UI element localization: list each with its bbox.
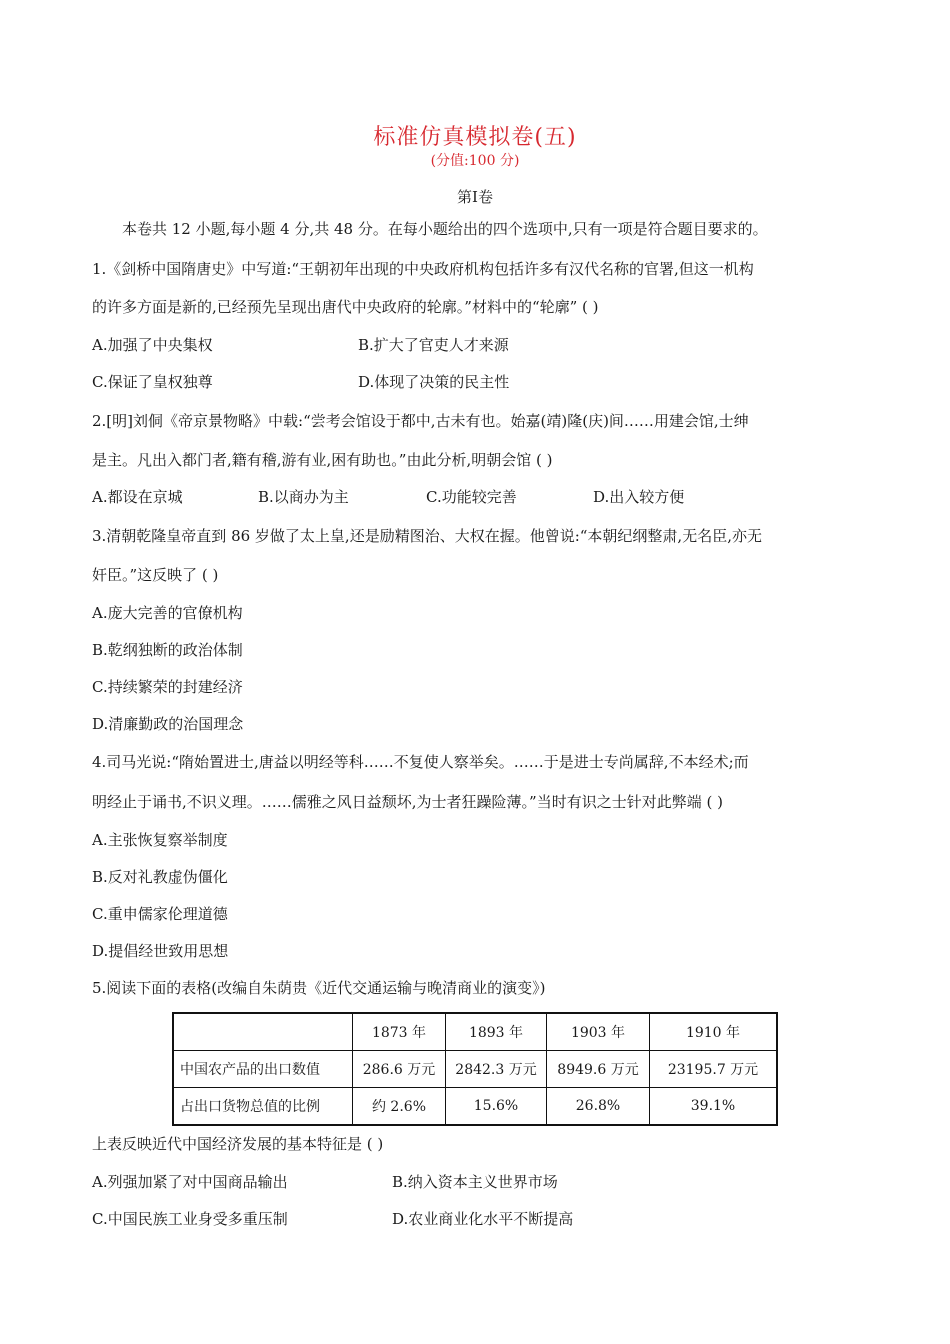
table-header-cell — [173, 1013, 353, 1051]
page-title: 标准仿真模拟卷(五) — [373, 125, 577, 150]
question-4-line-2: 明经止于诵书,不识义理。……儒雅之风日益颓坏,为士者狂躁险薄。”当时有识之士针对此弊端 ( ) — [92, 793, 723, 811]
table-cell: 23195.7 万元 — [650, 1051, 778, 1088]
question-2-option-a: A.都设在京城 — [92, 488, 183, 506]
table-cell: 2842.3 万元 — [446, 1051, 547, 1088]
question-5-option-c: C.中国民族工业身受多重压制 — [92, 1210, 288, 1228]
question-5-option-a: A.列强加紧了对中国商品输出 — [92, 1173, 288, 1191]
question-1-line-2: 的许多方面是新的,已经预先呈现出唐代中央政府的轮廓。”材料中的“轮廓” ( ) — [92, 298, 599, 316]
question-1-option-a: A.加强了中央集权 — [92, 336, 213, 354]
question-3-option-c: C.持续繁荣的封建经济 — [92, 678, 243, 696]
question-2-option-c: C.功能较完善 — [426, 488, 517, 506]
table-row-label: 占出口货物总值的比例 — [173, 1088, 353, 1126]
question-3-option-d: D.清廉勤政的治国理念 — [92, 715, 244, 733]
question-2-option-d: D.出入较方便 — [593, 488, 685, 506]
question-2-option-b: B.以商办为主 — [258, 488, 349, 506]
table-header-cell: 1910 年 — [650, 1013, 778, 1051]
table-row-label: 中国农产品的出口数值 — [173, 1051, 353, 1088]
table-row — [173, 1051, 777, 1088]
question-5-option-d: D.农业商业化水平不断提高 — [392, 1210, 574, 1228]
table-header-row — [173, 1013, 777, 1051]
table-header-cell: 1873 年 — [353, 1013, 446, 1051]
question-3-option-b: B.乾纲独断的政治体制 — [92, 641, 243, 659]
question-4-line-1: 4.司马光说:“隋始置进士,唐益以明经等科……不复使人察举矣。……于是进士专尚属辞,不本经术;而 — [92, 753, 749, 771]
question-3-option-a: A.庞大完善的官僚机构 — [92, 604, 243, 622]
question-1-option-b: B.扩大了官吏人才来源 — [358, 336, 509, 354]
question-4-option-d: D.提倡经世致用思想 — [92, 942, 229, 960]
table-header-cell: 1903 年 — [547, 1013, 650, 1051]
export-data-table — [172, 1012, 778, 1126]
question-4-option-b: B.反对礼教虚伪僵化 — [92, 868, 228, 886]
table-cell: 26.8% — [547, 1088, 650, 1126]
score-note: (分值:100 分) — [430, 153, 520, 169]
question-4-option-c: C.重申儒家伦理道德 — [92, 905, 228, 923]
table-cell: 约 2.6% — [353, 1088, 446, 1126]
question-3-line-2: 奸臣。”这反映了 ( ) — [92, 566, 219, 584]
section-heading: 第Ⅰ卷 — [457, 188, 493, 206]
question-2-line-2: 是主。凡出入都门者,籍有稽,游有业,困有助也。”由此分析,明朝会馆 ( ) — [92, 451, 553, 469]
question-5-stem: 上表反映近代中国经济发展的基本特征是 ( ) — [92, 1135, 384, 1153]
question-1-option-c: C.保证了皇权独尊 — [92, 373, 213, 391]
table-cell: 8949.6 万元 — [547, 1051, 650, 1088]
question-5-option-b: B.纳入资本主义世界市场 — [392, 1173, 558, 1191]
table-row — [173, 1088, 777, 1126]
question-4-option-a: A.主张恢复察举制度 — [92, 831, 228, 849]
instruction-text: 本卷共 12 小题,每小题 4 分,共 48 分。在每小题给出的四个选项中,只有一项是符合题目要求的。 — [122, 220, 768, 238]
question-2-line-1: 2.[明]刘侗《帝京景物略》中载:“尝考会馆设于都中,古未有也。始嘉(靖)隆(庆)间……用建会馆,士绅 — [92, 412, 749, 430]
table-cell: 286.6 万元 — [353, 1051, 446, 1088]
question-3-line-1: 3.清朝乾隆皇帝直到 86 岁做了太上皇,还是励精图治、大权在握。他曾说:“本朝纪纲整肃,无名臣,亦无 — [92, 527, 762, 545]
table-header-cell: 1893 年 — [446, 1013, 547, 1051]
table-cell: 39.1% — [650, 1088, 778, 1126]
question-1-option-d: D.体现了决策的民主性 — [358, 373, 510, 391]
question-5-line-1: 5.阅读下面的表格(改编自朱荫贵《近代交通运输与晚清商业的演变》) — [92, 979, 546, 997]
question-1-line-1: 1.《剑桥中国隋唐史》中写道:“王朝初年出现的中央政府机构包括许多有汉代名称的官署,但这一机构 — [92, 260, 754, 278]
table-cell: 15.6% — [446, 1088, 547, 1126]
